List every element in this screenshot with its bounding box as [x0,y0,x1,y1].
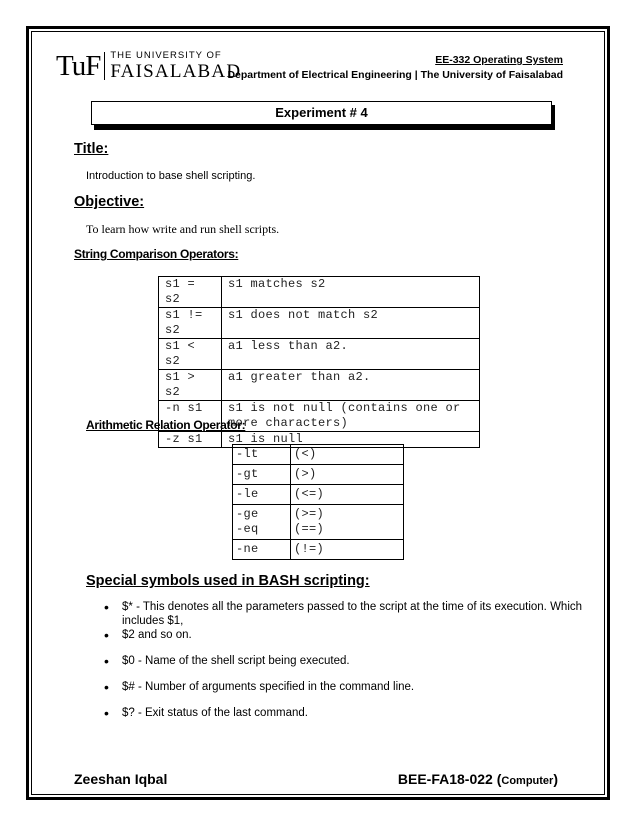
symbol-cell: (<) [291,445,404,465]
operator-cell: -n s1 [159,401,222,432]
description-cell: s1 is null [222,432,480,448]
logo-mark: TuF [56,49,101,82]
list-item: • $2 and so on. [104,628,584,642]
title-heading: Title: [74,141,109,157]
objective-heading: Objective: [74,194,145,210]
logo-line1: THE UNIVERSITY OF [110,50,222,62]
title-text: Introduction to base shell scripting. [86,170,256,182]
objective-text: To learn how write and run shell scripts. [86,222,280,236]
operator-cell: -gt [233,465,291,485]
university-logo [56,50,241,82]
logo-divider [104,52,105,80]
table-row [159,308,480,339]
description-cell: s1 matches s2 [222,277,480,308]
description-cell: s1 is not null (contains one or more characters) [222,401,480,432]
arithmetic-operators-table [232,444,404,560]
student-id-close: ) [553,771,558,787]
operator-cell: -lt [233,445,291,465]
special-symbols-heading: Special symbols used in BASH scripting: [86,573,370,589]
special-symbols-list [104,600,584,720]
department-name: Department of Electrical Engineering | The University of Faisalabad [227,69,563,81]
list-item: • $0 - Name of the shell script being executed. [104,654,584,668]
list-item: • $? - Exit status of the last command. [104,706,584,720]
description-cell: a1 greater than a2. [222,370,480,401]
operator-cell: s1 < s2 [159,339,222,370]
table-row [159,339,480,370]
list-item: • $# - Number of arguments specified in the command line. [104,680,584,694]
table-row [233,505,404,540]
operator-cell: -le [233,485,291,505]
operator-cell: s1 = s2 [159,277,222,308]
operator-cell: -ne [233,540,291,560]
table-row [159,277,480,308]
table-row [233,540,404,560]
author-name: Zeeshan Iqbal [74,771,168,787]
logo-line2: FAISALABAD [110,60,242,82]
symbol-cell: (>=) (==) [291,505,404,540]
operator-cell: -z s1 [159,432,222,448]
table-row [159,370,480,401]
table-row [233,445,404,465]
operator-cell: -ge -eq [233,505,291,540]
student-id-code: BEE-FA18-022 ( [397,771,502,787]
student-id [398,771,558,787]
symbol-cell: (<=) [291,485,404,505]
experiment-title: Experiment # 4 [91,101,552,125]
arith-ops-heading: Arithmetic Relation Operator: [86,418,246,432]
course-title: EE-332 Operating System [435,54,563,66]
operator-cell: s1 != s2 [159,308,222,339]
description-cell: a1 less than a2. [222,339,480,370]
operator-cell: s1 > s2 [159,370,222,401]
symbol-cell: (>) [291,465,404,485]
table-row [233,485,404,505]
description-cell: s1 does not match s2 [222,308,480,339]
symbol-cell: (!=) [291,540,404,560]
string-ops-heading: String Comparison Operators: [74,247,239,261]
list-item: • $* - This denotes all the parameters passed to the script at the time of its execution. Which includes $1, [104,600,584,628]
table-row [233,465,404,485]
student-program: Computer [501,775,554,787]
